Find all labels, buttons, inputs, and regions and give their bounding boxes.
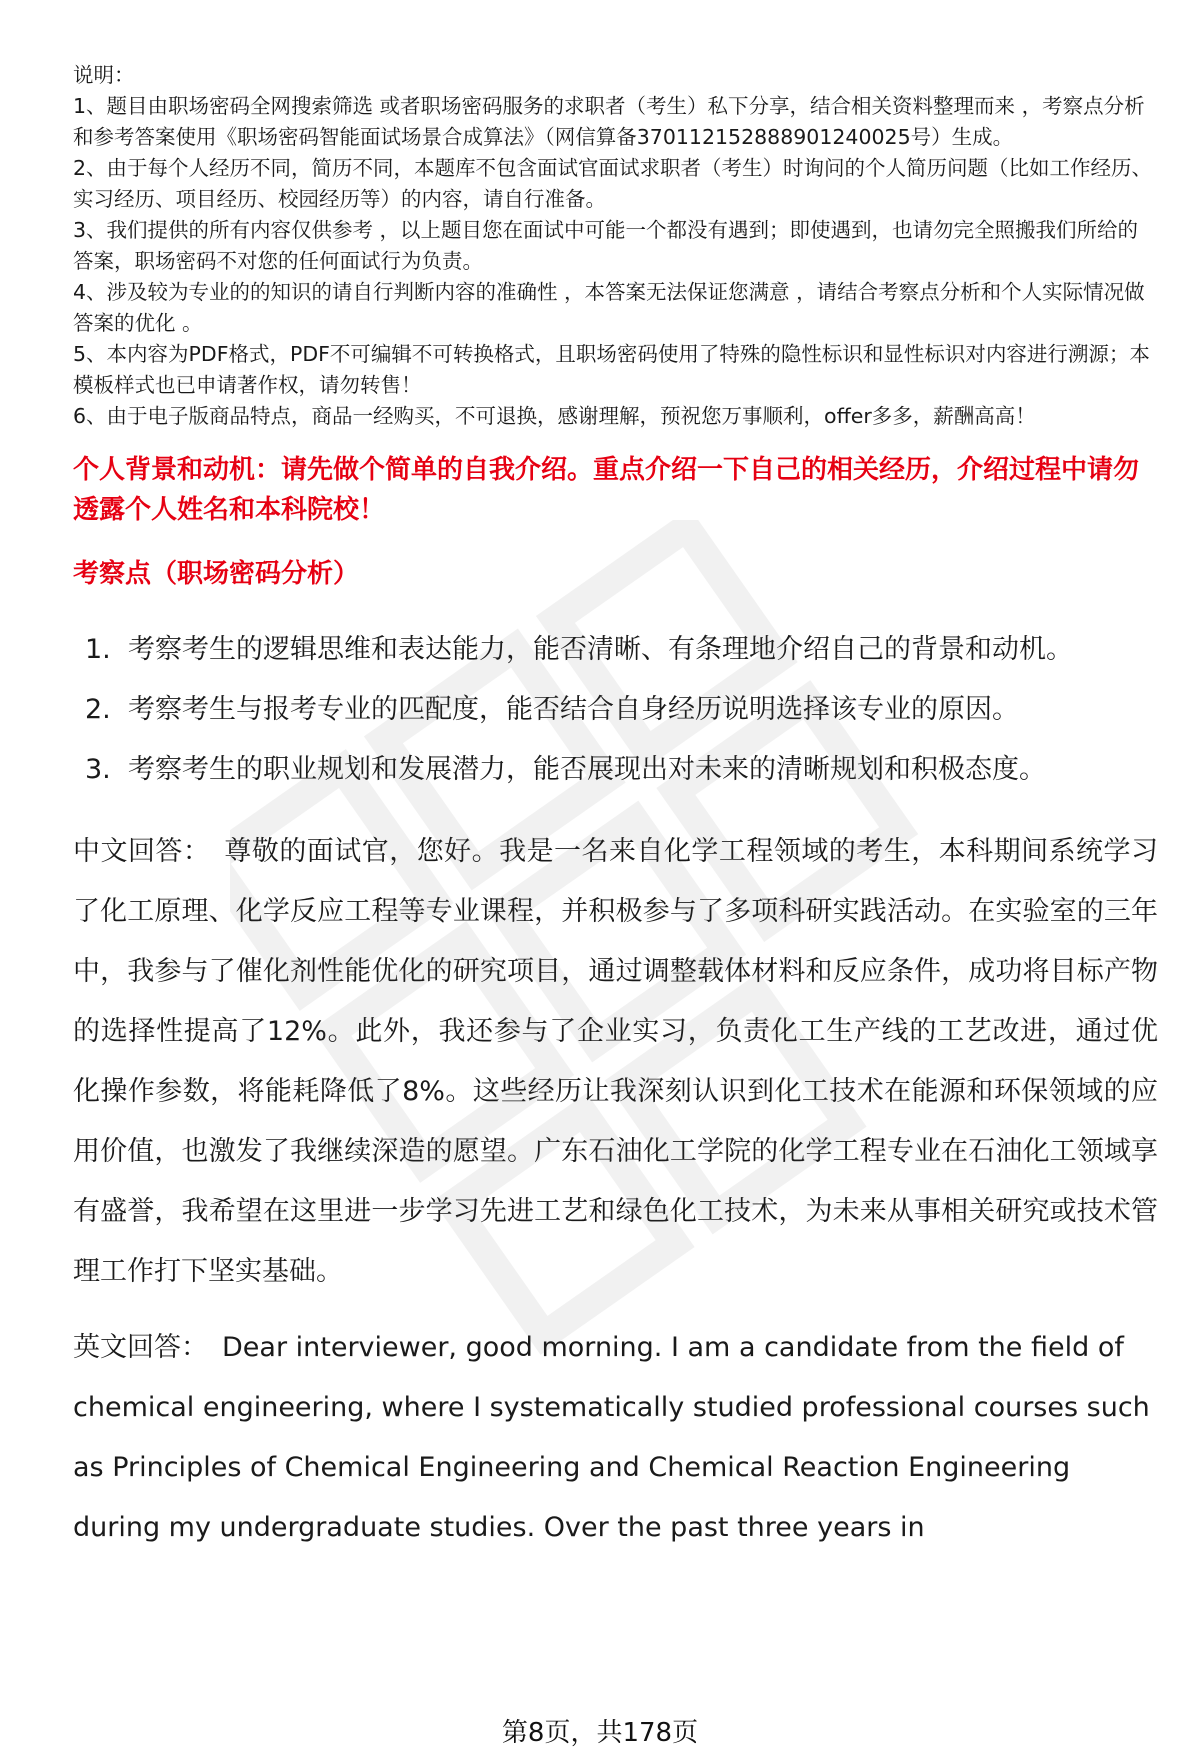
point-number: 2. bbox=[85, 694, 111, 725]
notes-item: 5、本内容为PDF格式，PDF不可编辑不可转换格式，且职场密码使用了特殊的隐性标识和显性标识对内容进行溯源；本模板样式也已申请著作权，请勿转售！ bbox=[73, 342, 1150, 397]
point-text: 考察考生的职业规划和发展潜力，能否展现出对未来的清晰规划和积极态度。 bbox=[128, 754, 1046, 785]
notes-item: 3、我们提供的所有内容仅供参考 ，以上题目您在面试中可能一个都没有遇到；即使遇到，也请勿完全照搬我们所给的答案，职场密码不对您的任何面试行为负责。 bbox=[73, 218, 1139, 273]
point-text: 考察考生与报考专业的匹配度，能否结合自身经历说明选择该专业的原因。 bbox=[128, 694, 1019, 725]
analysis-point bbox=[73, 680, 1158, 740]
page-number-footer: 第8页，共178页 bbox=[501, 1718, 699, 1748]
disclaimer-notes bbox=[73, 60, 1158, 432]
chinese-answer bbox=[73, 822, 1158, 1302]
english-answer-text: Dear interviewer, good morning. I am a candidate from the field of chemical engineering, where I systematically studied professional courses such as Principles of Chemical Engineering and Chemical Reaction Engineering during my undergraduate studies. Over the past three years in bbox=[73, 1332, 1150, 1543]
notes-item: 6、由于电子版商品特点，商品一经购买，不可退换，感谢理解，预祝您万事顺利，offer多多，薪酬高高！ bbox=[73, 404, 1036, 428]
notes-heading: 说明： bbox=[73, 63, 135, 87]
point-number: 1. bbox=[85, 634, 111, 665]
document-page bbox=[73, 60, 1158, 1558]
english-answer bbox=[73, 1318, 1158, 1558]
interview-question: 个人背景和动机：请先做个简单的自我介绍。重点介绍一下自己的相关经历，介绍过程中请勿透露个人姓名和本科院校！ bbox=[73, 455, 1140, 525]
notes-item: 4、涉及较为专业的的知识的请自行判断内容的准确性 ，本答案无法保证您满意 ，请结合考察点分析和个人实际情况做答案的优化 。 bbox=[73, 280, 1145, 335]
notes-item: 1、题目由职场密码全网搜索筛选 或者职场密码服务的求职者（考生）私下分享，结合相关资料整理而来 ，考察点分析和参考答案使用《职场密码智能面试场景合成算法》（网信算备370112152888901240025号）生成。 bbox=[73, 94, 1145, 149]
point-text: 考察考生的逻辑思维和表达能力，能否清晰、有条理地介绍自己的背景和动机。 bbox=[128, 634, 1073, 665]
analysis-points-list bbox=[73, 620, 1158, 800]
analysis-point bbox=[73, 620, 1158, 680]
analysis-point bbox=[73, 740, 1158, 800]
chinese-answer-label: 中文回答： bbox=[73, 836, 211, 867]
analysis-title: 考察点（职场密码分析） bbox=[73, 559, 360, 589]
point-number: 3. bbox=[85, 754, 111, 785]
notes-item: 2、由于每个人经历不同，简历不同，本题库不包含面试官面试求职者（考生）时询问的个人简历问题（比如工作经历、实习经历、项目经历、校园经历等）的内容，请自行准备。 bbox=[73, 156, 1153, 211]
chinese-answer-text: 尊敬的面试官，您好。我是一名来自化学工程领域的考生，本科期间系统学习了化工原理、化学反应工程等专业课程，并积极参与了多项科研实践活动。在实验室的三年中，我参与了催化剂性能优化的研究项目，通过调整载体材料和反应条件，成功将目标产物的选择性提高了12%。此外，我还参与了企业实习，负责化工生产线的工艺改进，通过优化操作参数，将能耗降低了8%。这些经历让我深刻认识到化工技术在能源和环保领域的应用价值，也激发了我继续深造的愿望。广东石油化工学院的化学工程专业在石油化工领域享有盛誉，我希望在这里进一步学习先进工艺和绿色化工技术，为未来从事相关研究或技术管理工作打下坚实基础。 bbox=[73, 836, 1159, 1287]
english-answer-label: 英文回答： bbox=[73, 1332, 208, 1363]
